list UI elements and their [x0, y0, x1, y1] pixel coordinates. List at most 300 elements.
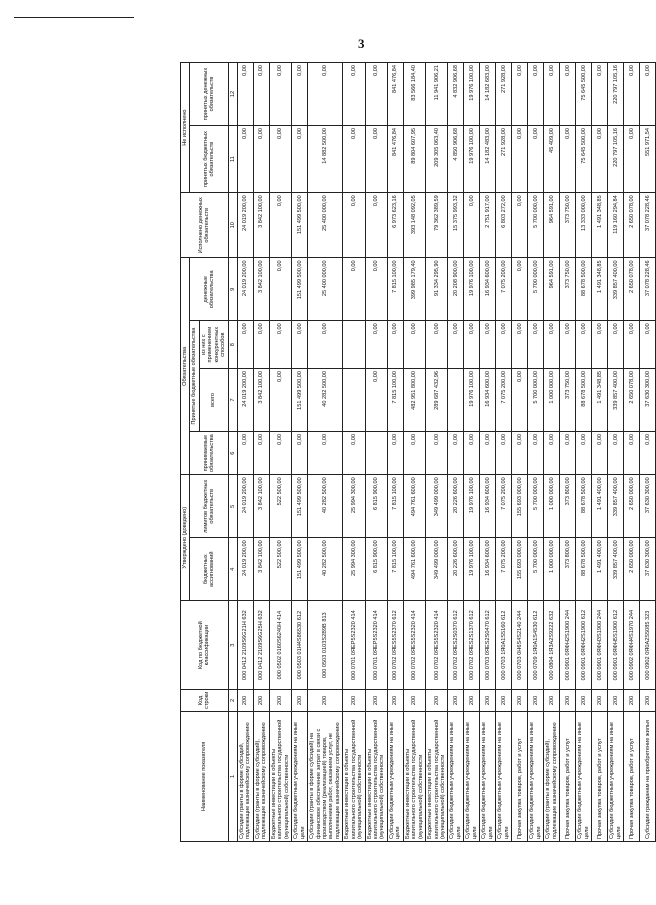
cell-line-code: 200	[426, 690, 448, 712]
cell-accepted-oblig: 0,00	[576, 431, 592, 474]
cell-limits: 5 700 000,00	[528, 475, 544, 538]
cell-ne-budget: 271 928,00	[496, 125, 512, 192]
cell-ne-money: 0,00	[365, 63, 387, 126]
rotated-report-table-container	[180, 62, 651, 842]
cell-ne-money: 83 566 184,40	[403, 63, 425, 126]
cell-indicator-name: Прочая закупка товаров, работ и услуг	[560, 711, 576, 841]
cell-money-oblig: 5 700 000,00	[528, 258, 544, 321]
cell-budget-alloc: 5 700 000,00	[528, 538, 544, 601]
cell-executed: 373 750,00	[560, 193, 576, 258]
cell-accepted-total: 151 499 500,00	[292, 369, 308, 432]
page-number: 3	[358, 36, 365, 51]
cell-budget-alloc: 88 678 500,00	[576, 538, 592, 601]
cell-ne-money: 0,00	[237, 63, 253, 126]
cell-line-code: 200	[343, 690, 365, 712]
cell-kbk: 000 0702 0ЯЕS5S2320 414	[403, 601, 425, 690]
cell-accepted-competitive: 0,00	[640, 321, 656, 369]
cell-accepted-competitive: 0,00	[464, 321, 480, 369]
cell-executed: 37 078 228,46	[640, 193, 656, 258]
column-index: 10	[228, 193, 237, 258]
cell-kbk: 000 0703 0Н6S4S2140 244	[512, 601, 528, 690]
cell-accepted-oblig: 0,00	[292, 431, 308, 474]
table-row	[308, 63, 343, 842]
table-row	[512, 63, 528, 842]
cell-money-oblig: 91 334 295,90	[426, 258, 448, 321]
cell-accepted-competitive: 0,00	[292, 321, 308, 369]
cell-budget-alloc: 7 815 100,00	[387, 538, 403, 601]
cell-executed: 13 333 000,00	[576, 193, 592, 258]
cell-executed: 79 362 389,59	[426, 193, 448, 258]
cell-accepted-total: 7 075 200,00	[496, 369, 512, 432]
cell-ne-money: 0,00	[308, 63, 343, 126]
cell-ne-money: 14 182 683,00	[480, 63, 496, 126]
cell-line-code: 200	[253, 690, 269, 712]
cell-kbk: 000 0901 0ЯФН3S1900 244	[592, 601, 608, 690]
cell-kbk: 000 0701 0ЯЕР5S2320 414	[343, 601, 365, 690]
cell-ne-money: 4 832 906,68	[448, 63, 464, 126]
column-index: 9	[228, 258, 237, 321]
cell-money-oblig: 0,00	[343, 258, 365, 321]
cell-ne-budget: 75 645 500,00	[576, 125, 592, 192]
cell-indicator-name: Субсидии бюджетным учреждениям на иные цели	[528, 711, 544, 841]
table-header	[181, 63, 238, 842]
cell-indicator-name: Бюджетные инвестиции в объекты капитального строительства государственной (муниципальной) собственности	[365, 711, 387, 841]
cell-accepted-competitive: 0,00	[528, 321, 544, 369]
cell-budget-alloc: 20 226 600,00	[448, 538, 464, 601]
cell-accepted-total: 16 934 600,00	[480, 369, 496, 432]
cell-executed: 0,00	[269, 193, 291, 258]
cell-line-code: 200	[464, 690, 480, 712]
cell-ne-budget: 14 182 483,00	[480, 125, 496, 192]
cell-accepted-total	[343, 369, 365, 432]
table-row	[592, 63, 608, 842]
cell-indicator-name: Субсидии (гранты в форме субсидий), подлежащие казначейскому сопровождению	[253, 711, 269, 841]
budget-report-table	[180, 62, 656, 842]
cell-line-code: 200	[640, 690, 656, 712]
cell-ne-budget: 89 804 607,95	[403, 125, 425, 192]
cell-ne-budget: 0,00	[560, 125, 576, 192]
cell-indicator-name: Прочая закупка товаров, работ и услуг	[512, 711, 528, 841]
cell-kbk: 000 0503 01Н4S86530 612	[292, 601, 308, 690]
cell-ne-budget: 19 976 100,00	[464, 125, 480, 192]
cell-limits: 6 815 900,00	[365, 475, 387, 538]
cell-accepted-oblig: 0,00	[403, 431, 425, 474]
cell-indicator-name: Субсидии бюджетным учреждениям на иные цели	[464, 711, 480, 841]
cell-line-code: 200	[576, 690, 592, 712]
column-index: 5	[228, 475, 237, 538]
cell-indicator-name: Бюджетные инвестиции в объекты капитального строительства государственной (муниципальной) собственности	[269, 711, 291, 841]
table-row	[426, 63, 448, 842]
cell-limits: 16 934 600,00	[480, 475, 496, 538]
cell-executed: 6 803 272,00	[496, 193, 512, 258]
cell-budget-alloc: 6 815 900,00	[365, 538, 387, 601]
cell-limits: 19 976 100,00	[464, 475, 480, 538]
cell-ne-money: 0,00	[343, 63, 365, 126]
cell-line-code: 200	[308, 690, 343, 712]
table-row	[387, 63, 403, 842]
column-index-row	[228, 63, 237, 842]
cell-line-code: 200	[480, 690, 496, 712]
cell-kbk: 000 0702 0ЯЕS2S0370 612	[448, 601, 464, 690]
cell-ne-money: 0,00	[592, 63, 608, 126]
header-total: всего	[199, 369, 228, 432]
header-not-executed: Не исполнено	[181, 63, 190, 193]
cell-limits: 151 499 500,00	[292, 475, 308, 538]
cell-kbk: 000 0503 0103S2В9В 813	[308, 601, 343, 690]
cell-budget-alloc: 7 075 200,00	[496, 538, 512, 601]
cell-executed: 25 400 000,00	[308, 193, 343, 258]
cell-accepted-competitive: 0,00	[576, 321, 592, 369]
header-limits: лимитов бюджетных обязательств	[190, 475, 228, 538]
cell-budget-alloc: 339 857 400,00	[608, 538, 624, 601]
cell-executed: 5 700 000,00	[528, 193, 544, 258]
cell-accepted-total: 289 687 432,96	[426, 369, 448, 432]
cell-limits: 349 499 000,00	[426, 475, 448, 538]
header-kbk: Код по бюджетной классификации	[181, 601, 229, 690]
cell-indicator-name: Субсидии бюджетным учреждениям на иные цели	[292, 711, 308, 841]
cell-ne-budget: 0,00	[624, 125, 640, 192]
cell-ne-money: 19 976 100,00	[464, 63, 480, 126]
cell-accepted-competitive: 0,00	[512, 321, 528, 369]
cell-accepted-competitive: 0,00	[496, 321, 512, 369]
cell-budget-alloc: 16 934 600,00	[480, 538, 496, 601]
cell-accepted-competitive	[343, 321, 365, 369]
cell-executed: 15 375 993,32	[448, 193, 464, 258]
table-row	[237, 63, 253, 842]
cell-accepted-oblig: 0,00	[544, 431, 560, 474]
cell-kbk: 000 0703 1Я0А1S5160 612	[496, 601, 512, 690]
cell-money-oblig: 151 499 500,00	[292, 258, 308, 321]
cell-ne-budget: 0,00	[343, 125, 365, 192]
cell-line-code: 200	[512, 690, 528, 712]
cell-kbk: 000 0412 2109S6G25Н 632	[253, 601, 269, 690]
header-obligations: Обязательства	[181, 258, 190, 475]
header-name: Наименование показателя	[181, 711, 229, 841]
cell-money-oblig: 2 650 078,00	[624, 258, 640, 321]
table-row	[253, 63, 269, 842]
cell-kbk: 000 0412 2109S6G21Н 632	[237, 601, 253, 690]
cell-money-oblig: 1 491 348,85	[592, 258, 608, 321]
cell-money-oblig: 964 591,00	[544, 258, 560, 321]
cell-indicator-name: Субсидии бюджетным учреждениям на иные цели	[448, 711, 464, 841]
header-executed: Исполнено денежных обязательств	[181, 193, 229, 258]
column-index: 11	[228, 125, 237, 192]
cell-ne-money: 0,00	[560, 63, 576, 126]
column-index: 2	[228, 690, 237, 712]
cell-executed: 0,00	[365, 193, 387, 258]
cell-line-code: 200	[496, 690, 512, 712]
table-row	[576, 63, 592, 842]
header-ne-money: принятых денежных обязательств	[190, 63, 228, 126]
cell-budget-alloc: 1 000 000,00	[544, 538, 560, 601]
cell-accepted-total: 40 282 500,00	[308, 369, 343, 432]
cell-accepted-competitive: 0,00	[448, 321, 464, 369]
cell-accepted-total: 0,00	[512, 369, 528, 432]
cell-money-oblig: 88 678 500,00	[576, 258, 592, 321]
cell-indicator-name: Субсидии (гранты в форме субсидий) на финансовое обеспечение затрат в связи с производством (реализацией) товаров, выполнением работ, оказанием услуг, не подлежащие казначейскому сопровождению	[308, 711, 343, 841]
column-index: 12	[228, 63, 237, 126]
table-row	[544, 63, 560, 842]
cell-accepted-oblig: 0,00	[464, 431, 480, 474]
cell-line-code: 200	[403, 690, 425, 712]
cell-accepted-competitive: 0,00	[403, 321, 425, 369]
cell-indicator-name: Субсидии бюджетным учреждениям на иные цели	[387, 711, 403, 841]
cell-accepted-total: 373 750,00	[560, 369, 576, 432]
cell-line-code: 200	[292, 690, 308, 712]
cell-accepted-competitive: 0,00	[269, 321, 291, 369]
cell-indicator-name: Бюджетные инвестиции в объекты капитального строительства государственной (муниципальной) собственности	[403, 711, 425, 841]
cell-accepted-total: 37 630 300,00	[640, 369, 656, 432]
cell-line-code: 200	[269, 690, 291, 712]
cell-indicator-name: Прочая закупка товаров, работ и услуг	[624, 711, 640, 841]
cell-budget-alloc: 494 761 600,00	[403, 538, 425, 601]
cell-accepted-oblig: 0,00	[448, 431, 464, 474]
cell-accepted-competitive: 0,00	[480, 321, 496, 369]
cell-executed: 2 650 078,00	[624, 193, 640, 258]
column-index: 1	[228, 711, 237, 841]
cell-limits: 24 019 200,00	[237, 475, 253, 538]
cell-executed: 0,00	[464, 193, 480, 258]
cell-limits: 37 630 300,00	[640, 475, 656, 538]
cell-accepted-competitive: 0,00	[365, 321, 387, 369]
cell-executed: 24 019 200,00	[237, 193, 253, 258]
header-code: Код строки	[181, 690, 229, 712]
cell-limits: 155 693 000,00	[512, 475, 528, 538]
cell-kbk: 000 0702 0ЯЕS2S1370 612	[464, 601, 480, 690]
cell-budget-alloc: 349 499 000,00	[426, 538, 448, 601]
cell-accepted-total: 3 842 100,00	[253, 369, 269, 432]
cell-budget-alloc: 25 994 300,00	[343, 538, 365, 601]
table-row	[292, 63, 308, 842]
cell-ne-money: 0,00	[640, 63, 656, 126]
cell-budget-alloc: 373 800,00	[560, 538, 576, 601]
cell-accepted-total: 1 000 000,00	[544, 369, 560, 432]
cell-ne-money: 0,00	[253, 63, 269, 126]
cell-budget-alloc: 24 019 200,00	[237, 538, 253, 601]
cell-accepted-competitive: 0,00	[592, 321, 608, 369]
column-index: 3	[228, 601, 237, 690]
cell-accepted-total: 339 857 400,00	[608, 369, 624, 432]
cell-kbk: 000 0804 1Я3А2S9222 632	[544, 601, 560, 690]
cell-ne-money: 271 928,00	[496, 63, 512, 126]
cell-ne-budget: 0,00	[365, 125, 387, 192]
table-row	[608, 63, 624, 842]
column-index: 4	[228, 538, 237, 601]
cell-limits: 373 800,00	[560, 475, 576, 538]
header-money-oblig: денежные обязательства	[190, 258, 228, 321]
cell-money-oblig: 339 857 400,00	[608, 258, 624, 321]
cell-kbk: 000 0502 0160S6240Н 414	[269, 601, 291, 690]
cell-limits: 2 650 000,00	[624, 475, 640, 538]
table-row	[496, 63, 512, 842]
cell-ne-budget: 45 409,00	[544, 125, 560, 192]
cell-ne-money: 220 797 105,16	[608, 63, 624, 126]
cell-indicator-name: Бюджетные инвестиции в объекты капитального строительства государственной (муниципальной) собственности	[343, 711, 365, 841]
cell-indicator-name: Субсидии бюджетным учреждениям на иные цели	[480, 711, 496, 841]
cell-accepted-total: 482 951 800,00	[403, 369, 425, 432]
cell-ne-money: 0,00	[528, 63, 544, 126]
cell-limits: 7 815 100,00	[387, 475, 403, 538]
cell-line-code: 200	[608, 690, 624, 712]
cell-kbk: 000 0902 0ЯФН4S1970 244	[624, 601, 640, 690]
cell-ne-money: 0,00	[269, 63, 291, 126]
cell-executed: 0,00	[343, 193, 365, 258]
cell-money-oblig: 7 815 100,00	[387, 258, 403, 321]
header-approved: Утверждено (доведено)	[181, 475, 190, 601]
column-index: 7	[228, 369, 237, 432]
cell-executed: 0,00	[512, 193, 528, 258]
column-index: 6	[228, 431, 237, 474]
cell-accepted-competitive: 0,00	[308, 321, 343, 369]
cell-accepted-competitive: 0,00	[426, 321, 448, 369]
cell-budget-alloc: 151 499 500,00	[292, 538, 308, 601]
cell-kbk: 000 0701 0ЯЕР5S2320 414	[365, 601, 387, 690]
cell-executed: 1 491 348,85	[592, 193, 608, 258]
cell-accepted-total	[448, 369, 464, 432]
cell-budget-alloc: 40 282 500,00	[308, 538, 343, 601]
cell-accepted-oblig: 0,00	[624, 431, 640, 474]
cell-accepted-oblig: 0,00	[426, 431, 448, 474]
cell-line-code: 200	[448, 690, 464, 712]
cell-accepted-total: 7 815 100,00	[387, 369, 403, 432]
cell-accepted-competitive: 0,00	[387, 321, 403, 369]
table-row	[365, 63, 387, 842]
cell-ne-budget: 0,00	[512, 125, 528, 192]
cell-ne-budget: 0,00	[528, 125, 544, 192]
cell-kbk: 000 0709 1Я0А1S4530 612	[528, 601, 544, 690]
cell-money-oblig: 373 750,00	[560, 258, 576, 321]
cell-ne-budget: 220 797 105,16	[608, 125, 624, 192]
cell-accepted-competitive: 0,00	[253, 321, 269, 369]
cell-accepted-oblig: 0,00	[512, 431, 528, 474]
cell-limits: 3 842 100,00	[253, 475, 269, 538]
cell-accepted-oblig: 0,00	[387, 431, 403, 474]
table-row	[464, 63, 480, 842]
cell-money-oblig: 0,00	[512, 258, 528, 321]
cell-executed: 151 499 500,00	[292, 193, 308, 258]
cell-limits: 88 678 500,00	[576, 475, 592, 538]
cell-accepted-oblig: 0,00	[480, 431, 496, 474]
cell-indicator-name: Субсидии бюджетным учреждениям на иные цели	[576, 711, 592, 841]
cell-executed: 6 973 623,16	[387, 193, 403, 258]
column-index: 8	[228, 321, 237, 369]
cell-line-code: 200	[624, 690, 640, 712]
cell-ne-budget: 0,00	[592, 125, 608, 192]
cell-kbk: 000 0901 0ЯФН2S1900 244	[560, 601, 576, 690]
cell-kbk: 000 0702 0ЯЕS5S2370 612	[387, 601, 403, 690]
cell-accepted-oblig: 0,00	[343, 431, 365, 474]
cell-ne-money: 75 645 500,00	[576, 63, 592, 126]
cell-limits: 494 761 600,00	[403, 475, 425, 538]
cell-accepted-oblig: 0,00	[308, 431, 343, 474]
cell-accepted-oblig: 0,00	[269, 431, 291, 474]
cell-ne-budget: 0,00	[292, 125, 308, 192]
table-row	[560, 63, 576, 842]
cell-limits: 1 000 000,00	[544, 475, 560, 538]
cell-accepted-oblig: 0,00	[253, 431, 269, 474]
cell-ne-budget: 551 971,54	[640, 125, 656, 192]
cell-ne-money: 0,00	[624, 63, 640, 126]
cell-money-oblig: 25 400 000,00	[308, 258, 343, 321]
cell-ne-budget: 841 476,84	[387, 125, 403, 192]
table-row	[480, 63, 496, 842]
cell-indicator-name: Субсидии (гранты в форме субсидий), подлежащие казначейскому сопровождению	[544, 711, 560, 841]
table-row	[640, 63, 656, 842]
cell-kbk: 000 0901 0ЯФН2S1900 612	[576, 601, 592, 690]
cell-line-code: 200	[528, 690, 544, 712]
cell-budget-alloc: 37 630 300,00	[640, 538, 656, 601]
cell-executed: 393 148 092,05	[403, 193, 425, 258]
cell-limits: 522 500,00	[269, 475, 291, 538]
cell-accepted-oblig: 0,00	[592, 431, 608, 474]
cell-executed: 2 751 917,00	[480, 193, 496, 258]
cell-accepted-competitive: 0,00	[237, 321, 253, 369]
table-body	[237, 63, 655, 842]
cell-budget-alloc: 522 500,00	[269, 538, 291, 601]
cell-budget-alloc: 3 842 100,00	[253, 538, 269, 601]
cell-accepted-total: 5 700 000,00	[528, 369, 544, 432]
cell-limits: 339 857 400,00	[608, 475, 624, 538]
cell-line-code: 200	[544, 690, 560, 712]
table-row	[403, 63, 425, 842]
cell-accepted-oblig: 0,00	[608, 431, 624, 474]
cell-accepted-total: 24 019 200,00	[237, 369, 253, 432]
table-row	[624, 63, 640, 842]
cell-indicator-name: Субсидии гражданам на приобретение жилья	[640, 711, 656, 841]
cell-money-oblig: 7 075 200,00	[496, 258, 512, 321]
cell-budget-alloc: 1 491 400,00	[592, 538, 608, 601]
cell-accepted-oblig: 0,00	[528, 431, 544, 474]
cell-money-oblig: 24 019 200,00	[237, 258, 253, 321]
cell-money-oblig: 3 842 100,00	[253, 258, 269, 321]
cell-ne-money: 0,00	[292, 63, 308, 126]
header-accepted-budget: Принятые бюджетные обязательства	[190, 321, 199, 432]
cell-ne-money: 11 941 906,21	[426, 63, 448, 126]
table-row	[528, 63, 544, 842]
cell-money-oblig: 19 976 100,00	[464, 258, 480, 321]
cell-accepted-total: 2 650 078,00	[624, 369, 640, 432]
cell-executed: 3 842 100,00	[253, 193, 269, 258]
cell-kbk: 000 0902 0Я0А2S5085 323	[640, 601, 656, 690]
cell-budget-alloc: 19 976 100,00	[464, 538, 480, 601]
cell-accepted-oblig: 0,00	[640, 431, 656, 474]
top-rule	[14, 17, 134, 18]
cell-ne-budget: 0,00	[253, 125, 269, 192]
cell-ne-money: 0,00	[512, 63, 528, 126]
cell-ne-budget: 0,00	[269, 125, 291, 192]
cell-accepted-total: 0,00	[269, 369, 291, 432]
cell-line-code: 200	[387, 690, 403, 712]
table-row	[269, 63, 291, 842]
cell-ne-budget: 14 882 500,00	[308, 125, 343, 192]
cell-executed: 119 160 294,84	[608, 193, 624, 258]
cell-money-oblig: 20 208 900,00	[448, 258, 464, 321]
cell-accepted-competitive: 0,00	[608, 321, 624, 369]
table-row	[448, 63, 464, 842]
cell-accepted-competitive: 0,00	[544, 321, 560, 369]
cell-budget-alloc: 2 650 000,00	[624, 538, 640, 601]
cell-money-oblig: 399 985 179,40	[403, 258, 425, 321]
cell-ne-money: 0,00	[544, 63, 560, 126]
cell-ne-budget: 4 850 906,68	[448, 125, 464, 192]
cell-limits: 7 075 200,00	[496, 475, 512, 538]
cell-indicator-name: Субсидии бюджетным учреждениям на иные цели	[608, 711, 624, 841]
cell-accepted-oblig: 0,00	[237, 431, 253, 474]
cell-accepted-total: 0,00	[365, 369, 387, 432]
cell-kbk: 000 0901 0ЯФН5S1900 612	[608, 601, 624, 690]
cell-line-code: 200	[560, 690, 576, 712]
cell-accepted-oblig: 0,00	[560, 431, 576, 474]
